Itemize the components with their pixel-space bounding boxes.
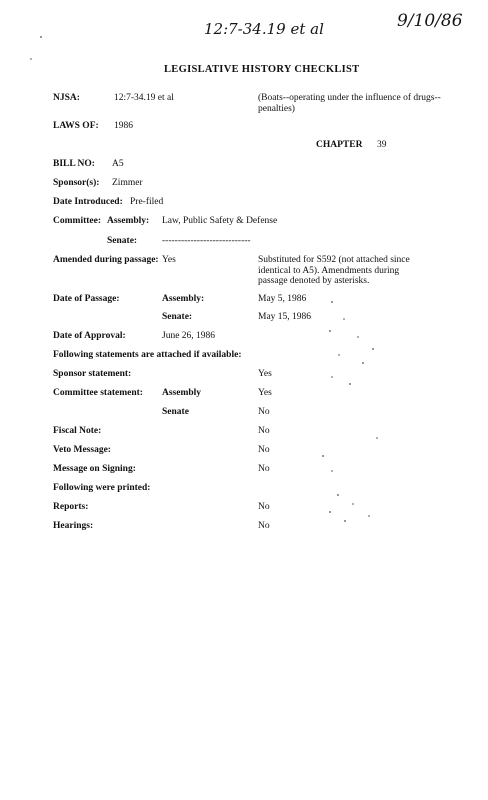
passage-senate-label: Senate: xyxy=(162,312,193,322)
amended-label: Amended during passage: xyxy=(53,255,159,265)
committee-senate-value: ---------------------------- xyxy=(162,236,251,246)
bill-no-label: BILL NO: xyxy=(53,159,95,169)
hearings-label: Hearings: xyxy=(53,521,94,531)
committee-assembly-value: Law, Public Safety & Defense xyxy=(162,216,278,226)
veto-message-value: No xyxy=(258,445,270,455)
date-introduced-label: Date Introduced: xyxy=(53,197,123,207)
committee-statement-assembly-label: Assembly xyxy=(162,388,202,398)
date-of-passage-label: Date of Passage: xyxy=(53,294,120,304)
message-on-signing-value: No xyxy=(258,464,270,474)
chapter-label: CHAPTER xyxy=(316,140,363,150)
committee-assembly-label: Assembly: xyxy=(107,216,150,226)
fiscal-note-value: No xyxy=(258,426,270,436)
amended-value: Yes xyxy=(162,255,176,265)
committee-statement-senate-label: Senate xyxy=(162,407,189,417)
sponsors-label: Sponsor(s): xyxy=(53,178,100,188)
committee-statement-senate-value: No xyxy=(258,407,270,417)
date-introduced-value: Pre-filed xyxy=(130,197,164,207)
bill-no-value: A5 xyxy=(112,159,124,169)
njsa-description: (Boats--operating under the influence of drugs--penalties) xyxy=(258,93,441,114)
hearings-value: No xyxy=(258,521,270,531)
handwritten-citation: 12:7-34.19 et al xyxy=(204,20,324,38)
sponsor-statement-value: Yes xyxy=(258,369,272,379)
njsa-label: NJSA: xyxy=(53,93,80,103)
date-of-approval-value: June 26, 1986 xyxy=(162,331,216,341)
laws-of-value: 1986 xyxy=(114,121,133,131)
sponsors-value: Zimmer xyxy=(112,178,143,188)
reports-value: No xyxy=(258,502,270,512)
passage-assembly-value: May 5, 1986 xyxy=(258,294,307,304)
chapter-value: 39 xyxy=(377,140,387,150)
laws-of-label: LAWS OF: xyxy=(53,121,99,131)
committee-statement-assembly-value: Yes xyxy=(258,388,272,398)
amended-note: Substituted for S592 (not attached since identical to A5). Amendments during passage denoted by asterisks. xyxy=(258,255,410,286)
committee-statement-label: Committee statement: xyxy=(53,388,143,398)
committee-senate-label: Senate: xyxy=(107,236,138,246)
passage-senate-value: May 15, 1986 xyxy=(258,312,312,322)
following-printed-heading: Following were printed: xyxy=(53,483,151,493)
committee-label: Committee: xyxy=(53,216,102,226)
fiscal-note-label: Fiscal Note: xyxy=(53,426,102,436)
handwritten-date: 9/10/86 xyxy=(397,11,463,31)
reports-label: Reports: xyxy=(53,502,89,512)
following-attached-heading: Following statements are attached if available: xyxy=(53,350,242,360)
njsa-value: 12:7-34.19 et al xyxy=(114,93,174,103)
veto-message-label: Veto Message: xyxy=(53,445,111,455)
date-of-approval-label: Date of Approval: xyxy=(53,331,126,341)
sponsor-statement-label: Sponsor statement: xyxy=(53,369,132,379)
message-on-signing-label: Message on Signing: xyxy=(53,464,136,474)
passage-assembly-label: Assembly: xyxy=(162,294,205,304)
document-title: LEGISLATIVE HISTORY CHECKLIST xyxy=(164,64,360,75)
